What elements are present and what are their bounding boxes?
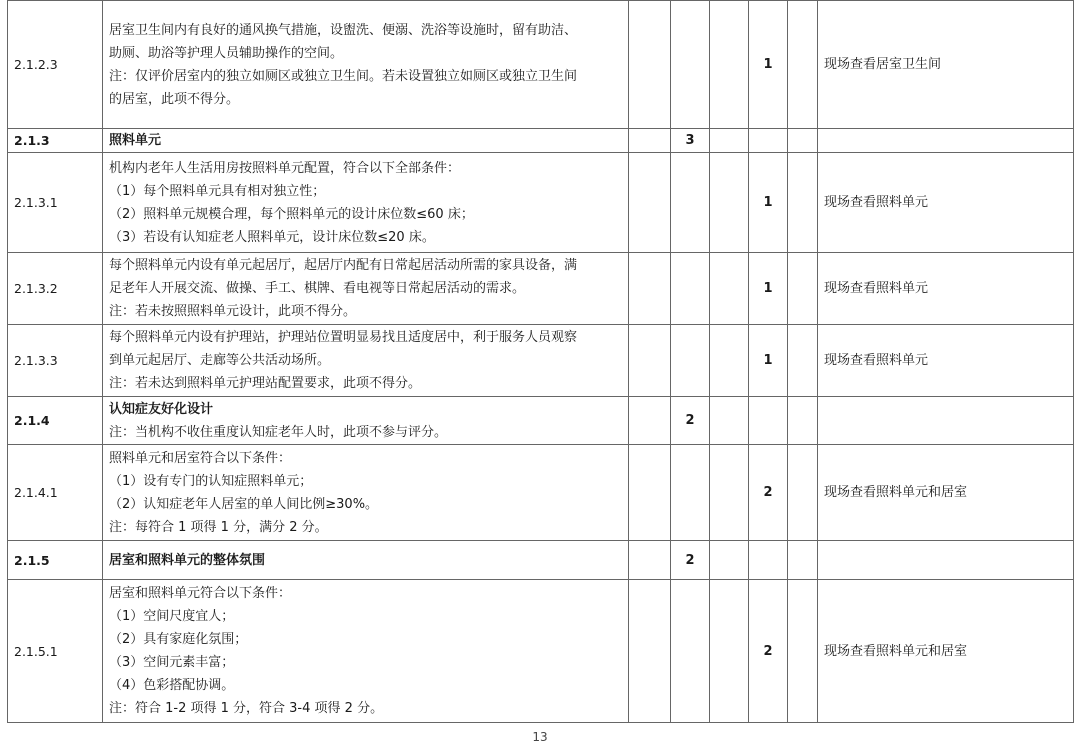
item-description: [103, 445, 629, 541]
evaluation-method: 现场查看居室卫生间: [818, 1, 1074, 129]
description-line: （3）若设有认知症老人照料单元，设计床位数≤20 床。: [109, 229, 435, 245]
blank-cell: [710, 153, 749, 253]
description-line: （4）色彩搭配协调。: [109, 678, 235, 693]
description-line: 足老年人开展交流、做操、手工、棋牌、看电视等日常起居活动的需求。: [109, 281, 526, 296]
description-line: （2）认知症老年人居室的单人间比例≥30%。: [109, 496, 379, 512]
blank-cell: [788, 253, 818, 325]
section-title: 居室和照料单元的整体氛围: [109, 552, 266, 568]
blank-cell: [788, 580, 818, 723]
section-title: 认知症友好化设计: [109, 401, 214, 417]
blank-cell: [788, 397, 818, 445]
evaluation-table: [7, 0, 1074, 723]
blank-cell: [629, 397, 671, 445]
blank-cell: [788, 445, 818, 541]
blank-cell: [629, 580, 671, 723]
item-row: [8, 253, 1074, 325]
evaluation-method: 现场查看照料单元: [818, 153, 1074, 253]
description-line: （3）空间元素丰富；: [109, 655, 235, 670]
item-score: [749, 129, 788, 153]
item-description: [103, 129, 629, 153]
blank-cell: [788, 129, 818, 153]
item-row: [8, 580, 1074, 723]
evaluation-method: 现场查看照料单元: [818, 253, 1074, 325]
description-line: 注：每符合 1 项得 1 分，满分 2 分。: [109, 519, 328, 535]
blank-cell: [710, 253, 749, 325]
evaluation-method: [818, 541, 1074, 580]
description-line: （1）每个照料单元具有相对独立性；: [109, 183, 326, 199]
description-line: 注：若未达到照料单元护理站配置要求，此项不得分。: [109, 376, 422, 391]
item-description: [103, 580, 629, 723]
description-line: 助厕、助浴等护理人员辅助操作的空间。: [109, 45, 344, 61]
item-description: [103, 1, 629, 129]
blank-cell: [629, 541, 671, 580]
description-line: （1）空间尺度宜人；: [109, 609, 235, 624]
group-score: [671, 153, 710, 253]
blank-cell: [629, 153, 671, 253]
description-line: 每个照料单元内设有单元起居厅，起居厅内配有日常起居活动所需的家具设备，满: [109, 258, 578, 273]
description-line: （2）具有家庭化氛围；: [109, 632, 248, 647]
description-line: （2）照料单元规模合理，每个照料单元的设计床位数≤60 床；: [109, 206, 474, 222]
item-score: 1: [749, 253, 788, 325]
blank-cell: [629, 325, 671, 397]
description-line: 注：当机构不收住重度认知症老年人时，此项不参与评分。: [109, 424, 448, 440]
item-code: 2.1.5: [8, 541, 103, 580]
description-line: 居室和照料单元符合以下条件：: [109, 586, 292, 601]
item-score: [749, 541, 788, 580]
description-line: 注：仅评价居室内的独立如厕区或独立卫生间。若未设置独立如厕区或独立卫生间: [109, 68, 578, 84]
group-score: [671, 253, 710, 325]
item-description: [103, 253, 629, 325]
blank-cell: [710, 1, 749, 129]
item-score: 1: [749, 153, 788, 253]
item-score: 2: [749, 445, 788, 541]
description-line: 到单元起居厅、走廊等公共活动场所。: [109, 353, 331, 368]
description-line: 居室卫生间内有良好的通风换气措施，设盥洗、便溺、洗浴等设施时，留有助洁、: [109, 22, 578, 38]
item-code: 2.1.3.3: [8, 325, 103, 397]
section-title: 照料单元: [109, 133, 162, 148]
description-line: 注：符合 1-2 项得 1 分，符合 3-4 项得 2 分。: [109, 701, 384, 716]
item-score: 1: [749, 325, 788, 397]
item-code: 2.1.4: [8, 397, 103, 445]
group-score: [671, 580, 710, 723]
evaluation-method: [818, 397, 1074, 445]
evaluation-method: 现场查看照料单元和居室: [818, 445, 1074, 541]
item-row: [8, 325, 1074, 397]
item-row: [8, 153, 1074, 253]
item-score: 2: [749, 580, 788, 723]
blank-cell: [629, 1, 671, 129]
blank-cell: [788, 1, 818, 129]
description-line: 的居室，此项不得分。: [109, 91, 240, 107]
blank-cell: [710, 397, 749, 445]
blank-cell: [710, 541, 749, 580]
group-score: [671, 1, 710, 129]
group-score: [671, 325, 710, 397]
blank-cell: [629, 253, 671, 325]
blank-cell: [788, 541, 818, 580]
section-row: [8, 397, 1074, 445]
section-row: [8, 541, 1074, 580]
item-score: [749, 397, 788, 445]
blank-cell: [788, 153, 818, 253]
group-score: 2: [671, 397, 710, 445]
item-description: [103, 153, 629, 253]
blank-cell: [710, 129, 749, 153]
blank-cell: [710, 580, 749, 723]
item-description: [103, 541, 629, 580]
item-description: [103, 397, 629, 445]
group-score: 2: [671, 541, 710, 580]
item-description: [103, 325, 629, 397]
item-code: 2.1.3.2: [8, 253, 103, 325]
table-body: [8, 1, 1074, 723]
evaluation-method: 现场查看照料单元: [818, 325, 1074, 397]
item-code: 2.1.3.1: [8, 153, 103, 253]
item-code: 2.1.2.3: [8, 1, 103, 129]
blank-cell: [710, 445, 749, 541]
item-code: 2.1.4.1: [8, 445, 103, 541]
description-line: 照料单元和居室符合以下条件：: [109, 450, 292, 466]
blank-cell: [629, 129, 671, 153]
page-number: 13: [532, 730, 548, 744]
description-line: 每个照料单元内设有护理站，护理站位置明显易找且适度居中，利于服务人员观察: [109, 330, 578, 345]
item-row: [8, 1, 1074, 129]
blank-cell: [629, 445, 671, 541]
section-row: [8, 129, 1074, 153]
description-line: 机构内老年人生活用房按照料单元配置，符合以下全部条件：: [109, 160, 461, 176]
item-code: 2.1.3: [8, 129, 103, 153]
description-line: 注：若未按照照料单元设计，此项不得分。: [109, 304, 357, 319]
blank-cell: [710, 325, 749, 397]
item-score: 1: [749, 1, 788, 129]
evaluation-method: 现场查看照料单元和居室: [818, 580, 1074, 723]
group-score: 3: [671, 129, 710, 153]
item-code: 2.1.5.1: [8, 580, 103, 723]
group-score: [671, 445, 710, 541]
blank-cell: [788, 325, 818, 397]
item-row: [8, 445, 1074, 541]
evaluation-method: [818, 129, 1074, 153]
description-line: （1）设有专门的认知症照料单元；: [109, 473, 313, 489]
